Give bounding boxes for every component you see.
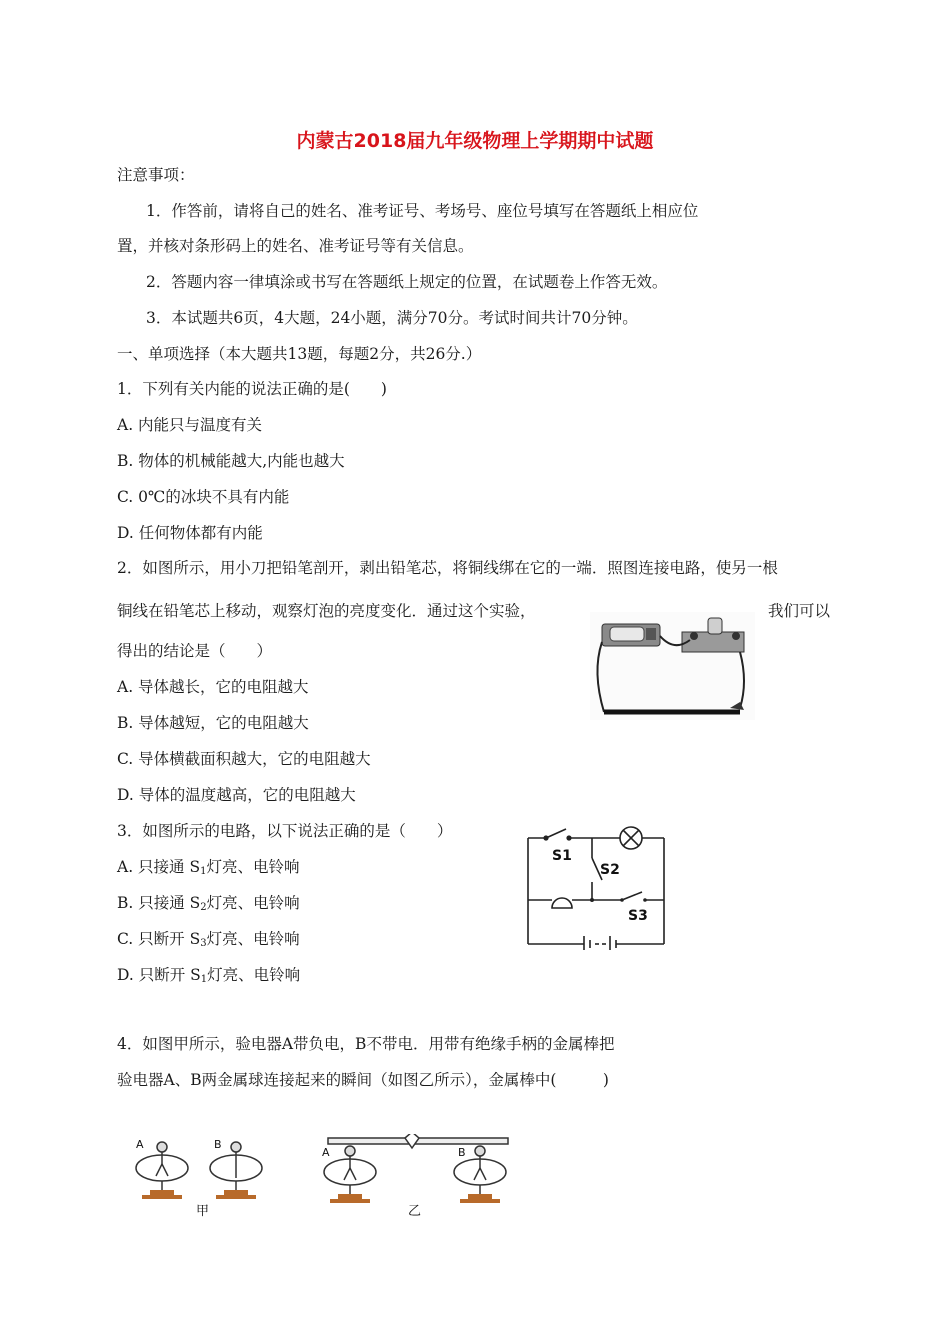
label-s3: S3 bbox=[628, 908, 648, 924]
q2-option-d: D. 导体的温度越高，它的电阻越大 bbox=[117, 786, 356, 804]
notes-heading: 注意事项： bbox=[117, 166, 195, 184]
fig-label-a1: A bbox=[136, 1138, 144, 1151]
q2-option-b: B. 导体越短，它的电阻越大 bbox=[117, 714, 309, 732]
fig-label-b1: B bbox=[214, 1138, 222, 1151]
q4-stem-a: 4．如图甲所示，验电器A带负电，B不带电．用带有绝缘手柄的金属棒把 bbox=[117, 1035, 615, 1053]
q3-stem: 3．如图所示的电路，以下说法正确的是（ ） bbox=[117, 822, 453, 840]
note-2: 2．答题内容一律填涂或书写在答题纸上规定的位置，在试题卷上作答无效。 bbox=[146, 273, 668, 291]
fig-label-a2: A bbox=[322, 1146, 330, 1159]
q1-option-b: B. 物体的机械能越大,内能也越大 bbox=[117, 452, 345, 470]
q2-stem-c: 得出的结论是（ ） bbox=[117, 642, 273, 660]
q2-option-c: C. 导体横截面积越大，它的电阻越大 bbox=[117, 750, 371, 768]
fig-label-yi: 乙 bbox=[408, 1204, 422, 1219]
note-1a: 1．作答前，请将自己的姓名、准考证号、考场号、座位号填写在答题纸上相应位 bbox=[146, 202, 699, 220]
q2-stem-a: 2．如图所示，用小刀把铅笔剖开，剥出铅笔芯，将铜线绑在它的一端．照图连接电路，使另一根 bbox=[117, 559, 778, 577]
label-s1: S1 bbox=[552, 848, 572, 864]
q3-circuit-diagram bbox=[522, 822, 672, 950]
note-1b: 置，并核对条形码上的姓名、准考证号等有关信息。 bbox=[117, 237, 474, 255]
q2-stem-b: 铜线在铅笔芯上移动，观察灯泡的亮度变化．通过这个实验， bbox=[117, 602, 536, 620]
electroscope-figure bbox=[128, 1134, 518, 1219]
label-s2: S2 bbox=[600, 862, 620, 878]
q3-option-c: C. 只断开 $S_3$灯亮、电铃响 bbox=[117, 930, 300, 949]
q2-stem-b2: 我们可以 bbox=[768, 602, 831, 620]
q1-option-d: D. 任何物体都有内能 bbox=[117, 524, 263, 542]
q3-option-b: B. 只接通 $S_2$灯亮、电铃响 bbox=[117, 894, 300, 913]
q1-option-a: A. 内能只与温度有关 bbox=[117, 416, 263, 434]
fig-label-jia: 甲 bbox=[196, 1204, 210, 1219]
note-3: 3．本试题共6页，4大题，24小题，满分70分。考试时间共计70分钟。 bbox=[146, 309, 638, 327]
fig-label-b2: B bbox=[458, 1146, 466, 1159]
page-title: 内蒙古2018届九年级物理上学期期中试题 bbox=[296, 130, 654, 152]
q2-option-a: A. 导体越长，它的电阻越大 bbox=[117, 678, 309, 696]
section-heading: 一、单项选择（本大题共13题，每题2分，共26分.） bbox=[117, 345, 482, 363]
q4-stem-b: 验电器A、B两金属球连接起来的瞬间（如图乙所示），金属棒中( ) bbox=[117, 1071, 609, 1089]
q1-option-c: C. 0℃的冰块不具有内能 bbox=[117, 488, 290, 506]
q1-stem: 1．下列有关内能的说法正确的是( ) bbox=[117, 380, 387, 398]
q3-option-d: D. 只断开 $S_1$灯亮、电铃响 bbox=[117, 966, 301, 985]
q3-option-a: A. 只接通 $S_1$灯亮、电铃响 bbox=[117, 858, 300, 877]
pencil-circuit-figure bbox=[590, 612, 755, 720]
